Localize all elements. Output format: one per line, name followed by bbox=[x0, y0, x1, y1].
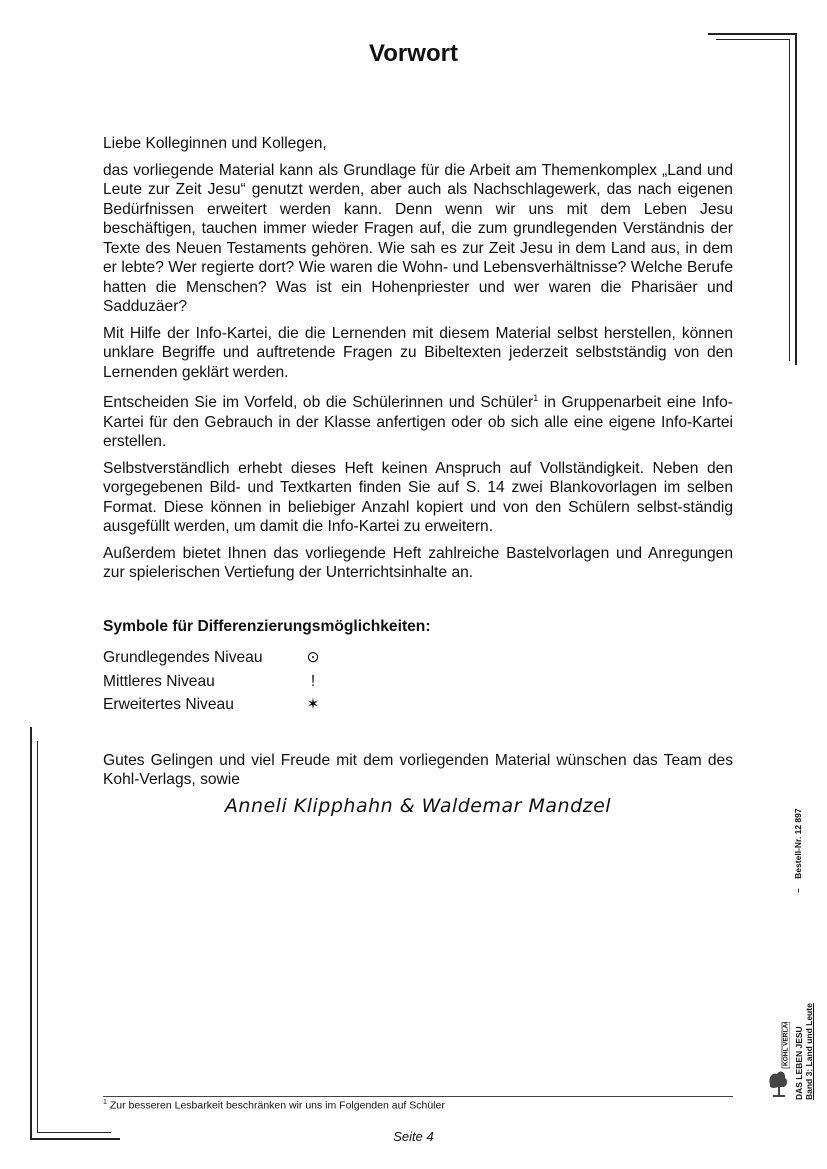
page-number: Seite 4 bbox=[393, 1129, 434, 1144]
side-separator: – bbox=[793, 888, 803, 893]
footnote bbox=[103, 1099, 445, 1112]
page-title: Vorwort bbox=[369, 40, 458, 67]
publisher-logo bbox=[768, 1022, 790, 1100]
side-order-number: Bestell-Nr. 12 897 bbox=[793, 808, 803, 879]
signature: Anneli Klipphahn & Waldemar Mandzel bbox=[224, 794, 612, 817]
side-band: Band 3: Land und Leute bbox=[804, 1003, 814, 1100]
frame-top-right-outer bbox=[708, 33, 796, 35]
side-imprint-order bbox=[793, 808, 803, 893]
footnote-divider bbox=[103, 1096, 733, 1097]
main-text bbox=[103, 134, 733, 816]
logo-text: KOHL VERLAG bbox=[782, 1022, 790, 1066]
symbol-label: Grundlegendes Niveau bbox=[103, 649, 263, 667]
symbol-row-erweitert bbox=[103, 693, 733, 717]
side-imprint bbox=[794, 1003, 814, 1100]
symbol-label: Mittleres Niveau bbox=[103, 672, 215, 690]
frame-right-inner bbox=[789, 39, 790, 361]
greeting: Liebe Kolleginnen und Kollegen, bbox=[103, 135, 327, 152]
paragraph-intro: das vorliegende Material kann als Grundlage für die Arbeit am Themenkomplex „Land und Leute zur Zeit Jesu“ genutzt werden, aber auch als Nachschlagewerk, das nach eigenen Bedürfnissen erweitert werden kann. Denn wenn wir uns mit dem Leben Jesu beschäftigen, tauchen immer wieder Fragen auf, die zum grundlegenden Verständnis der Texte des Neuen Testaments gehören. Wie sah es zur Zeit Jesu in dem Land aus, in dem er lebte? Wer regierte dort? Wie waren die Wohn- und Lebensverhältnisse? Welche Berufe hatten die Menschen? Was ist ein Hohenpriester und wer waren die Pharisäer und Sadduzäer? bbox=[103, 161, 733, 315]
paragraph-vollstaendigkeit: Selbstverständlich erhebt dieses Heft keinen Anspruch auf Vollständigkeit. Neben den vorgegebenen Bild- und Textkarten finden Sie auf S. 14 zwei Blankovorlagen im selben Format. Diese können in beliebiger Anzahl kopiert und von den Schülern selbst-ständig ausgefüllt werden, um damit die Info-Kartei zu erweitern. bbox=[103, 459, 733, 536]
tree-logo-icon bbox=[768, 1022, 790, 1100]
side-series: DAS LEBEN JESU bbox=[794, 1026, 804, 1100]
frame-left-inner bbox=[37, 741, 38, 1133]
footnote-reference: 1 bbox=[533, 393, 539, 403]
frame-left-outer bbox=[30, 727, 32, 1140]
frame-right-outer bbox=[795, 33, 797, 365]
symbol-row-grundlegend bbox=[103, 646, 733, 670]
closing-text: Gutes Gelingen und viel Freude mit dem vorliegenden Material wünschen das Team des Kohl-Verlags, sowie bbox=[103, 751, 733, 789]
paragraph-gruppenarbeit-end: in Gruppenarbeit eine Info-Kartei für den Gebrauch in der Klasse anfertigen oder ob sich alle eine eigene Info-Kartei erstellen. bbox=[103, 394, 733, 451]
target-icon: ⊙ bbox=[306, 649, 320, 667]
footnote-text: Zur besseren Lesbarkeit beschränken wir uns im Folgenden auf Schüler bbox=[109, 1099, 445, 1112]
footnote-number: 1 bbox=[103, 1099, 107, 1106]
symbol-row-mittel bbox=[103, 670, 733, 694]
paragraph-bastelvorlagen: Außerdem bietet Ihnen das vorliegende Heft zahlreiche Bastelvorlagen und Anregungen zur spielerischen Vertiefung der Unterrichtsinhalte an. bbox=[103, 544, 733, 582]
paragraph-info-kartei: Mit Hilfe der Info-Kartei, die die Lernenden mit diesem Material selbst herstellen, können unklare Begriffe und auftretende Fragen zu Bibeltexten jederzeit selbstständig von den Lernenden geklärt werden. bbox=[103, 324, 733, 381]
paragraph-gruppenarbeit-start: Entscheiden Sie im Vorfeld, ob die Schülerinnen und Schüler bbox=[103, 394, 534, 412]
symbols-heading: Symbole für Differenzierungsmöglichkeiten: bbox=[103, 617, 431, 635]
star-icon: ✶ bbox=[306, 696, 320, 714]
symbol-label: Erweitertes Niveau bbox=[103, 696, 234, 714]
exclamation-icon: ! bbox=[310, 672, 316, 690]
paragraph-gruppenarbeit bbox=[103, 389, 733, 452]
